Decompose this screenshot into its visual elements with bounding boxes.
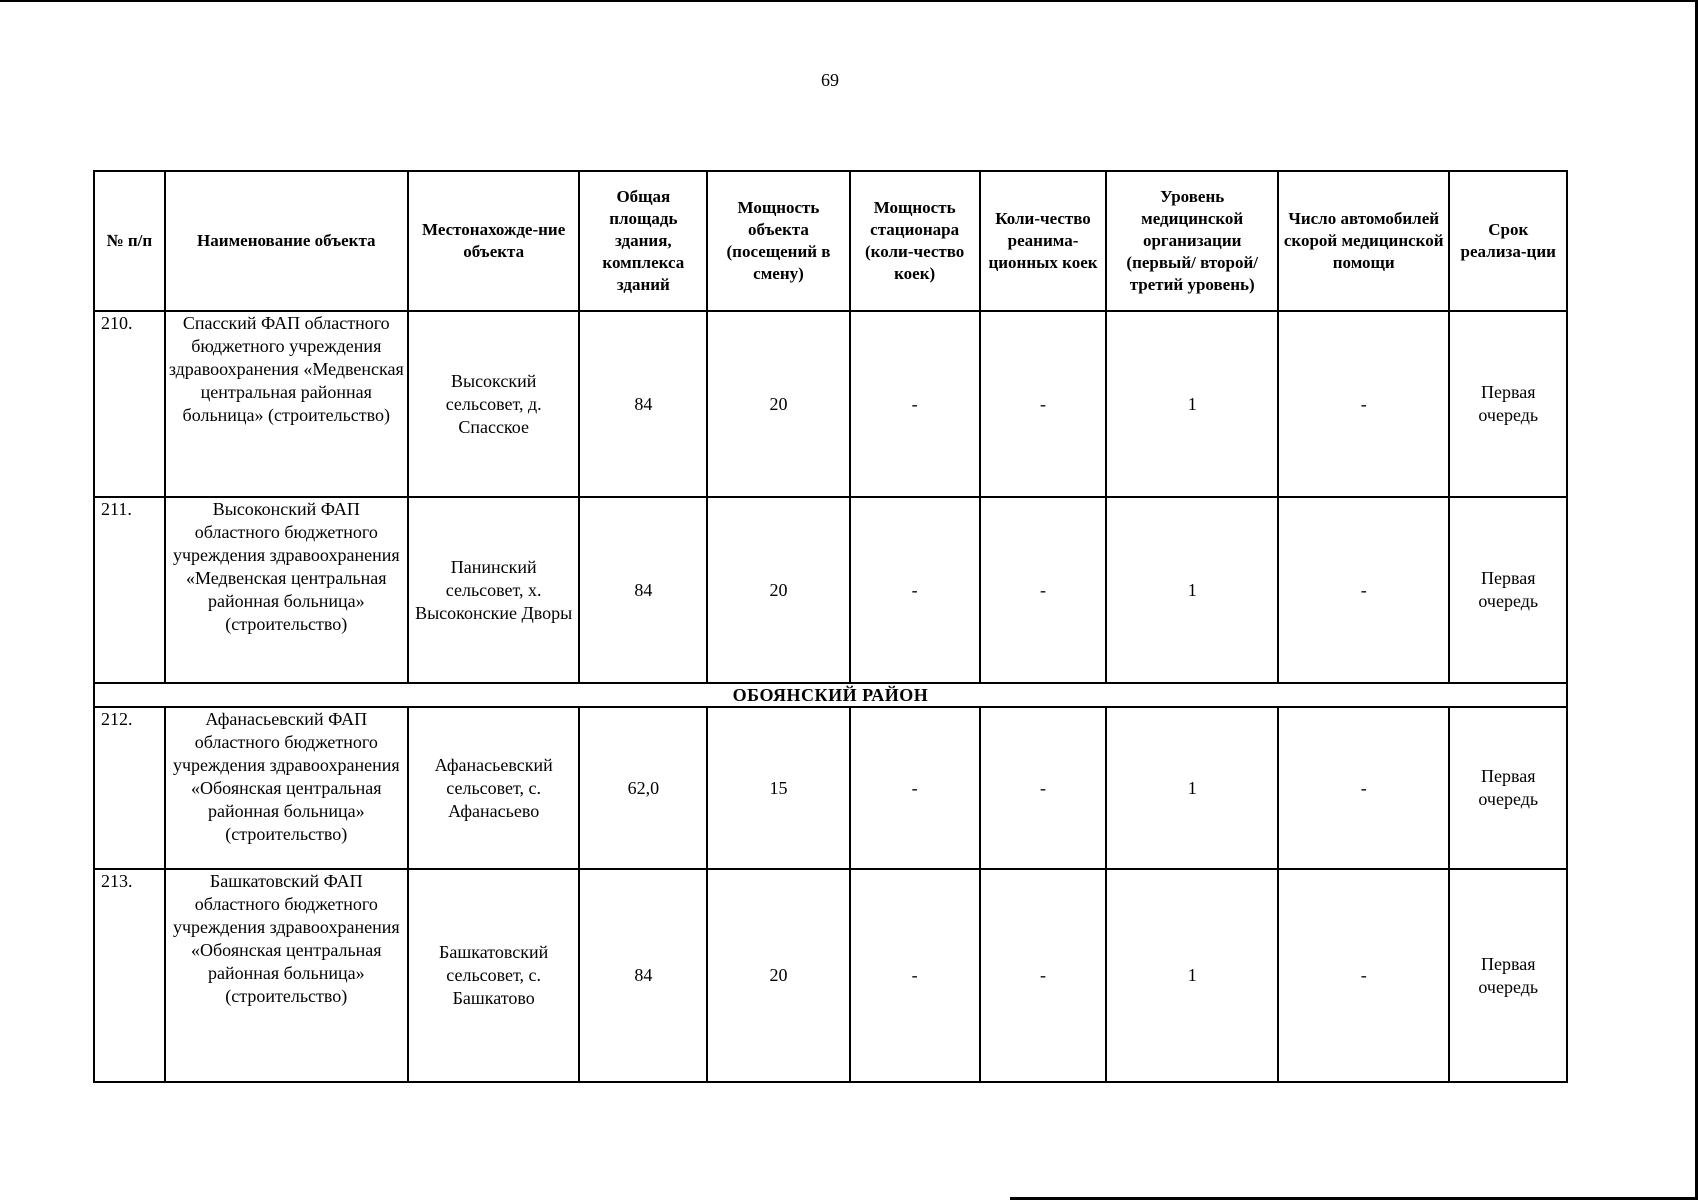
row-icu-beds: - xyxy=(980,311,1107,497)
header-ambulances: Число автомобилей скорой медицинской помощи xyxy=(1278,171,1450,311)
row-location: Афанасьевский сельсовет, с. Афанасьево xyxy=(408,707,580,869)
table-row xyxy=(94,707,1567,869)
row-level: 1 xyxy=(1106,869,1278,1082)
row-capacity: 20 xyxy=(707,497,849,683)
header-name: Наименование объекта xyxy=(165,171,408,311)
row-name: Высоконский ФАП областного бюджетного учреждения здравоохранения «Медвенская центральная районная больница» (строительство) xyxy=(165,497,408,683)
header-area: Общая площадь здания, комплекса зданий xyxy=(579,171,707,311)
row-level: 1 xyxy=(1106,311,1278,497)
section-title: ОБОЯНСКИЙ РАЙОН xyxy=(94,683,1567,707)
row-beds: - xyxy=(850,311,980,497)
row-level: 1 xyxy=(1106,707,1278,869)
page-number: 69 xyxy=(821,70,839,90)
row-term: Первая очередь xyxy=(1449,311,1567,497)
row-term: Первая очередь xyxy=(1449,869,1567,1082)
row-beds: - xyxy=(850,497,980,683)
row-icu-beds: - xyxy=(980,869,1107,1082)
row-icu-beds: - xyxy=(980,707,1107,869)
row-ambulances: - xyxy=(1278,707,1450,869)
row-num: 213. xyxy=(94,869,165,1082)
header-level: Уровень медицинской организации (первый/ второй/ третий уровень) xyxy=(1106,171,1278,311)
row-beds: - xyxy=(850,707,980,869)
row-ambulances: - xyxy=(1278,869,1450,1082)
row-name: Башкатовский ФАП областного бюджетного учреждения здравоохранения «Обоянская центральная районная больница» (строительство) xyxy=(165,869,408,1082)
header-num: № п/п xyxy=(94,171,165,311)
table-row xyxy=(94,497,1567,683)
row-location: Высокский сельсовет, д. Спасское xyxy=(408,311,580,497)
row-area: 84 xyxy=(579,497,707,683)
row-num: 210. xyxy=(94,311,165,497)
row-ambulances: - xyxy=(1278,497,1450,683)
header-capacity: Мощность объекта (посещений в смену) xyxy=(707,171,849,311)
row-level: 1 xyxy=(1106,497,1278,683)
row-name: Афанасьевский ФАП областного бюджетного учреждения здравоохранения «Обоянская центральная районная больница» (строительство) xyxy=(165,707,408,869)
facilities-table xyxy=(93,170,1568,1083)
table-row xyxy=(94,311,1567,497)
section-row xyxy=(94,683,1567,707)
row-num: 211. xyxy=(94,497,165,683)
row-num: 212. xyxy=(94,707,165,869)
row-term: Первая очередь xyxy=(1449,707,1567,869)
row-location: Панинский сельсовет, х. Высоконские Дворы xyxy=(408,497,580,683)
table-header-row xyxy=(94,171,1567,311)
row-area: 62,0 xyxy=(579,707,707,869)
row-ambulances: - xyxy=(1278,311,1450,497)
header-icu-beds: Коли-чество реанима-ционных коек xyxy=(980,171,1107,311)
header-beds: Мощность стационара (коли-чество коек) xyxy=(850,171,980,311)
row-area: 84 xyxy=(579,311,707,497)
row-capacity: 15 xyxy=(707,707,849,869)
row-area: 84 xyxy=(579,869,707,1082)
table-row xyxy=(94,869,1567,1082)
header-term: Срок реализа-ции xyxy=(1449,171,1567,311)
row-capacity: 20 xyxy=(707,311,849,497)
scan-edge-top xyxy=(0,0,1698,2)
row-location: Башкатовский сельсовет, с. Башкатово xyxy=(408,869,580,1082)
row-name: Спасский ФАП областного бюджетного учреждения здравоохранения «Медвенская центральная районная больница» (строительство) xyxy=(165,311,408,497)
row-icu-beds: - xyxy=(980,497,1107,683)
row-beds: - xyxy=(850,869,980,1082)
row-term: Первая очередь xyxy=(1449,497,1567,683)
header-location: Местонахожде-ние объекта xyxy=(408,171,580,311)
row-capacity: 20 xyxy=(707,869,849,1082)
